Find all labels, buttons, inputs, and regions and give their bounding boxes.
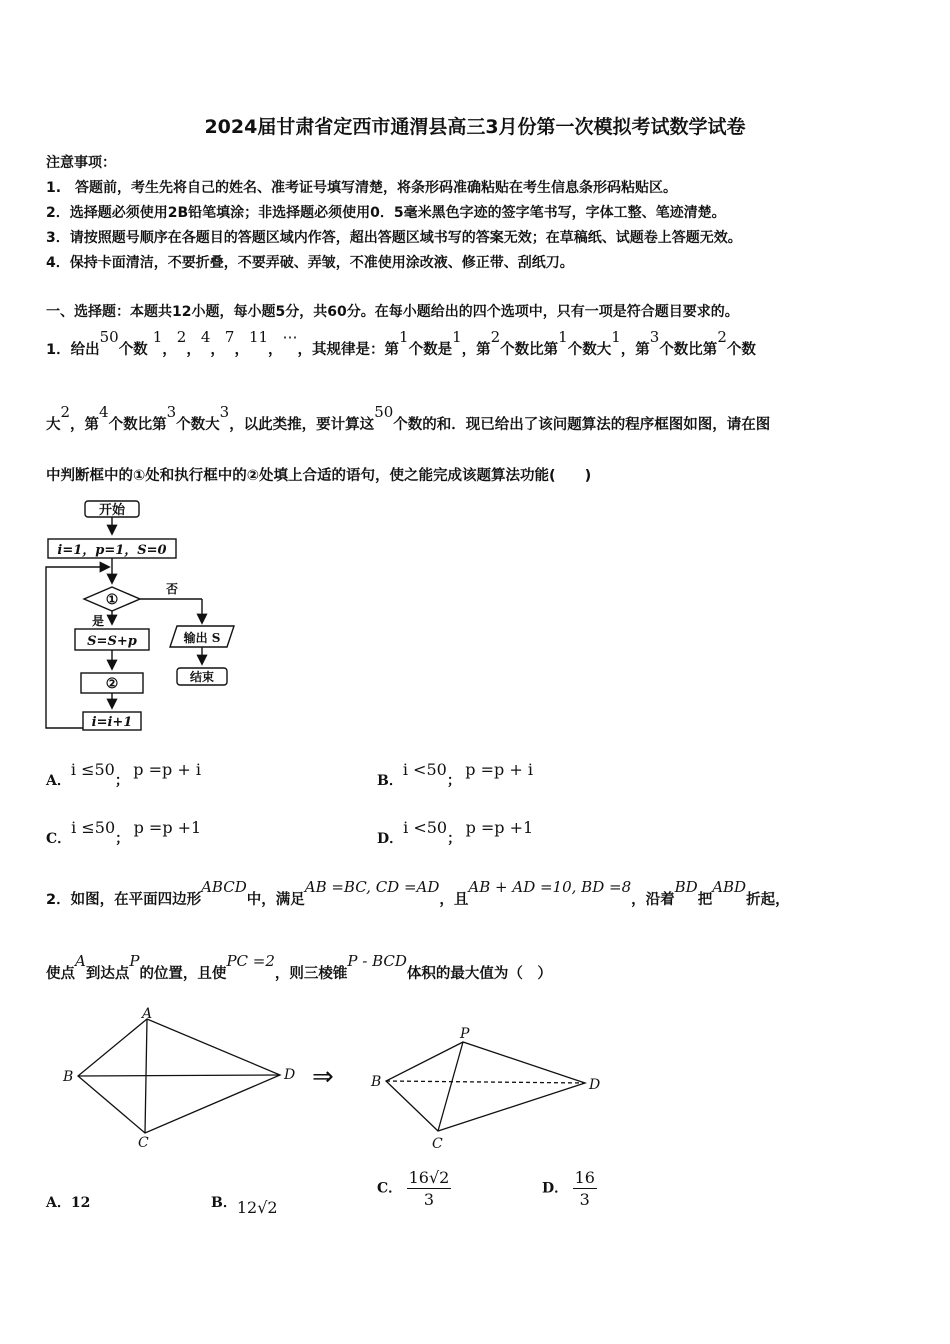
- q2-line-1: 2．如图，在平面四边形ABCD中，满足AB =BC, CD =AD，且AB + AD =10, BD =8，沿着BD把ABD折起，: [46, 878, 790, 908]
- notice-item-1: 1. 答题前，考生先将自己的姓名、准考证号填写清楚，将条形码准确粘贴在考生信息条形码粘贴区。: [46, 180, 678, 196]
- fig1-label-c: C: [138, 1135, 149, 1151]
- q1-option-d[interactable]: D．i <50； p =p +1: [377, 818, 534, 847]
- q1-line-2: 大2，第4个数比第3个数大3，以此类推，要计算这50个数的和．现已给出了该问题算法的程序框图如图，请在图: [46, 403, 771, 433]
- flow-cond-label: ①: [105, 592, 119, 608]
- fig2-label-c: C: [432, 1136, 443, 1152]
- notice-item-3: 3．请按照题号顺序在各题目的答题区域内作答，超出答题区域书写的答案无效；在草稿纸、试题卷上答题无效。: [46, 230, 742, 246]
- flow-inc-label: i=i+1: [91, 715, 133, 730]
- flow-start-label: 开始: [98, 503, 126, 518]
- flow-yes-label: 是: [91, 614, 105, 628]
- flowchart: [40, 495, 250, 745]
- q2-option-c-fraction: $\frac{16√2}{3}$: [408, 1168, 450, 1209]
- q1-option-a[interactable]: A．i ≤50； p =p + i: [46, 760, 201, 789]
- q2-figure-planar: [58, 1005, 308, 1155]
- q2-figure-folded: [368, 1020, 613, 1155]
- transform-arrow: ⇒: [312, 1062, 334, 1092]
- flow-init-label: i=1，p=1，S=0: [57, 543, 167, 558]
- fig2-label-p: P: [460, 1026, 470, 1042]
- q2-option-c[interactable]: C． $\frac{16√2}{3}$: [377, 1168, 450, 1209]
- notice-heading: 注意事项：: [46, 155, 116, 171]
- fig2-label-d: D: [589, 1077, 601, 1093]
- q2-option-b[interactable]: B．12√2: [211, 1195, 278, 1217]
- q2-option-d[interactable]: D． $\frac{16}{3}$: [542, 1168, 595, 1209]
- notice-item-2: 2．选择题必须使用2B铅笔填涂；非选择题必须使用0．5毫米黑色字迹的签字笔书写，字体工整、笔迹清楚。: [46, 205, 726, 221]
- fig2-label-b: B: [371, 1074, 382, 1090]
- notice-item-4: 4．保持卡面清洁，不要折叠，不要弄破、弄皱，不准使用涂改液、修正带、刮纸刀。: [46, 255, 574, 271]
- q1-option-b[interactable]: B．i <50； p =p + i: [377, 760, 533, 789]
- flow-assign-label: S=S+p: [87, 634, 137, 649]
- q2-line-2: 使点A到达点P的位置，且使PC =2，则三棱锥P - BCD体积的最大值为（ ）: [46, 952, 552, 982]
- flow-end-label: 结束: [189, 670, 215, 684]
- section-heading: 一、选择题：本题共12小题，每小题5分，共60分。在每小题给出的四个选项中，只有一项是符合题目要求的。: [46, 304, 739, 320]
- fig1-label-b: B: [63, 1069, 74, 1085]
- fig1-label-a: A: [142, 1006, 153, 1022]
- q1-line-1: 1．给出50个数 1，2，4，7，11，⋯，其规律是：第1个数是1，第2个数比第1个数大1，第3个数比第2个数: [46, 328, 756, 358]
- q1-option-c[interactable]: C．i ≤50； p =p +1: [46, 818, 202, 847]
- q2-option-d-fraction: $\frac{16}{3}$: [574, 1168, 595, 1209]
- q1-line-3: 中判断框中的①处和执行框中的②处填上合适的语句，使之能完成该题算法功能( ): [46, 468, 592, 484]
- q2-option-a[interactable]: A．12: [46, 1195, 91, 1211]
- fig1-label-d: D: [284, 1067, 296, 1083]
- flow-output-label: 输出 S: [183, 631, 221, 645]
- flow-no-label: 否: [165, 582, 179, 596]
- page-title: 2024届甘肃省定西市通渭县高三3月份第一次模拟考试数学试卷: [204, 116, 746, 138]
- flow-step2-label: ②: [105, 676, 119, 692]
